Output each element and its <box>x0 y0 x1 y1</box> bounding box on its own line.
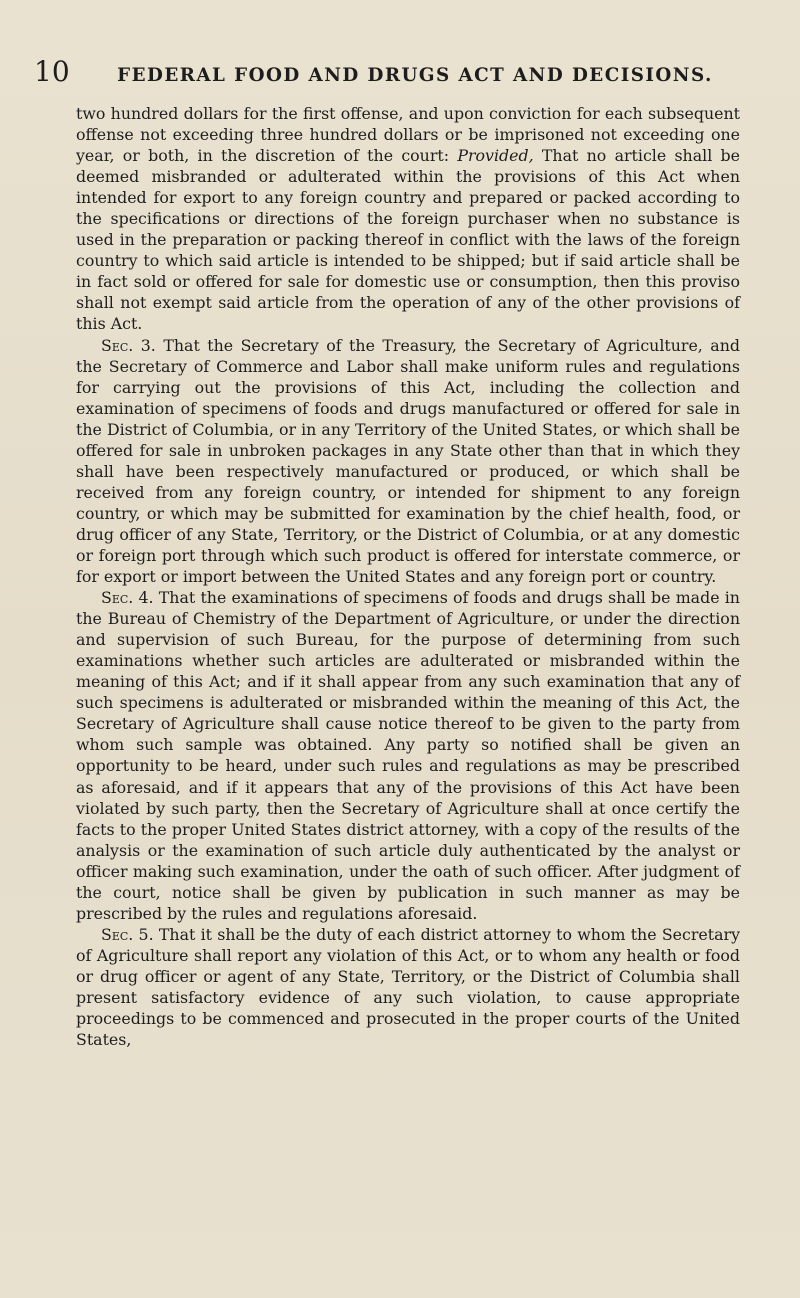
body-text <box>76 103 740 1050</box>
paragraph-text: That no article shall be deemed misbranded or adulterated within the provisions of this Act when intended for export to any foreign country and prepared or packed according to the specifications or directions of the foreign purchaser when no substance is used in the preparation or packing thereof in conflict with the laws of the foreign country to which said article is intended to be shipped; but if said article shall be in fact sold or offered for sale for domestic use or consumption, then this proviso shall not exempt said article from the operation of any of the other provisions of this Act. <box>76 146 740 334</box>
section-4 <box>76 587 740 924</box>
section-label: Sec. 3. <box>101 335 156 355</box>
page-number: 10 <box>34 55 70 88</box>
section-label: Sec. 5. <box>101 924 154 944</box>
paragraph-text: two hundred dollars for the first offense, and upon conviction for each subsequent offense not exceeding three hundred dollars or be imprisoned not exceeding one year, or both, in the discretion of the court: <box>76 104 740 166</box>
section-text: That the Secretary of the Treasury, the Secretary of Agriculture, and the Secretary of Commerce and Labor shall make uniform rules and regulations for carrying out the provisions of this Act, including the collection and examination of specimens of foods and drugs manufactured or offered for sale in the District of Columbia, or in any Territory of the United States, or which shall be offered for sale in unbroken packages in any State other than that in which they shall have been respectively manufactured or produced, or which shall be received from any foreign country, or intended for shipment to any foreign country, or which may be submitted for examination by the chief health, food, or drug officer of any State, Territory, or the District of Columbia, or at any domestic or foreign port through which such product is offered for interstate commerce, or for export or import between the United States and any foreign port or country. <box>76 335 741 587</box>
running-head: FEDERAL FOOD AND DRUGS ACT AND DECISIONS. <box>117 65 713 86</box>
page-header <box>34 55 744 98</box>
section-label: Sec. 4. <box>101 588 154 608</box>
section-3 <box>76 335 740 588</box>
section-text: That it shall be the duty of each district attorney to whom the Secretary of Agriculture shall report any violation of this Act, or to whom any health or food or drug officer or agent of any State, Territory, or the District of Columbia shall present satisfactory evidence of any such violation, to cause appropriate proceedings to be commenced and prosecuted in the proper courts of the United States, <box>76 924 740 1050</box>
section-text: That the examinations of specimens of foods and drugs shall be made in the Bureau of Chemistry of the Department of Agriculture, or under the direction and supervision of such Bureau, for the purpose of determining from such examinations whether such articles are adulterated or misbranded within the meaning of this Act; and if it shall appear from any such examination that any of such specimens is adulterated or misbranded within the meaning of this Act, the Secretary of Agriculture shall cause notice thereof to be given to the party from whom such sample was obtained. Any party so notified shall be given an opportunity to be heard, under such rules and regulations as may be prescribed as aforesaid, and if it appears that any of the provisions of this Act have been violated by such party, then the Secretary of Agriculture shall at once certify the facts to the proper United States district attorney, with a copy of the results of the analysis or the examination of such article duly authenticated by the analyst or officer making such examination, under the oath of such officer. After judgment of the court, notice shall be given by publication in such manner as may be prescribed by the rules and regulations aforesaid. <box>76 588 740 923</box>
proviso-italic: Provided, <box>457 146 534 166</box>
paragraph-continuation <box>76 103 740 335</box>
section-5 <box>76 924 740 1050</box>
